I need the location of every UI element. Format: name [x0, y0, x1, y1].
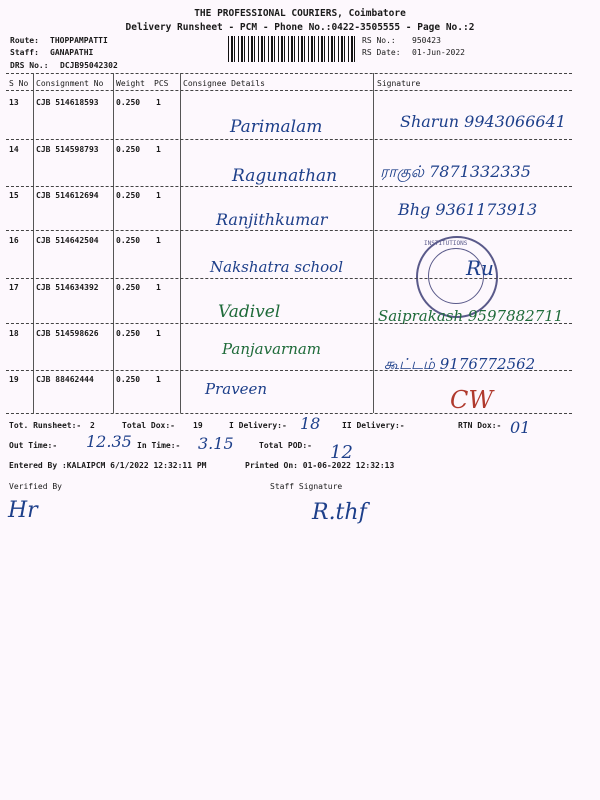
row-consignee-handwritten: Praveen: [205, 380, 268, 398]
row-pcs: 1: [156, 236, 161, 245]
company-title: THE PROFESSIONAL COURIERS, Coimbatore: [194, 8, 406, 19]
col-header-pcs: PCS: [154, 79, 169, 88]
row-pcs: 1: [156, 375, 161, 384]
route-value: THOPPAMPATTI: [50, 36, 108, 45]
route-label: Route:: [10, 36, 39, 45]
row-pcs: 1: [156, 98, 161, 107]
row-rule: [6, 139, 572, 140]
in-time-value: 3.15: [198, 434, 234, 453]
table-top-rule: [6, 73, 572, 74]
rs-date-value: 01-Jun-2022: [412, 48, 465, 57]
row-rule: [6, 278, 572, 279]
row-signature-handwritten: Ru: [466, 256, 494, 280]
row-sno: 13: [9, 98, 19, 107]
total-dox-label: Total Dox:-: [122, 421, 175, 430]
row-consignee-handwritten: Vadivel: [218, 302, 281, 322]
rtn-dox-value: 01: [510, 418, 531, 437]
verified-by-label: Verified By: [9, 482, 62, 491]
row-sno: 18: [9, 329, 19, 338]
staff-value: GANAPATHI: [50, 48, 94, 57]
row-sno: 17: [9, 283, 19, 292]
staff-signature-label: Staff Signature: [270, 482, 343, 491]
row-consignee-handwritten: Nakshatra school: [210, 258, 343, 276]
row-rule: [6, 230, 572, 231]
row-pcs: 1: [156, 329, 161, 338]
stamp-text: INSTITUTIONS: [424, 240, 468, 247]
row-consignment: CJB 514618593: [36, 98, 99, 107]
row-consignee-handwritten: Panjavarnam: [222, 340, 322, 358]
drs-label: DRS No.:: [10, 61, 49, 70]
in-time-label: In Time:-: [137, 441, 181, 450]
printed-on: Printed On: 01-06-2022 12:32:13: [245, 461, 395, 470]
ii-delivery-label: II Delivery:-: [342, 421, 405, 430]
row-sno: 19: [9, 375, 19, 384]
row-consignment: CJB 514642504: [36, 236, 99, 245]
row-sno: 15: [9, 191, 19, 200]
row-rule: [6, 323, 572, 324]
staff-label: Staff:: [10, 48, 39, 57]
i-delivery-label: I Delivery:-: [229, 421, 287, 430]
staff-signature-handwritten: R.thf: [312, 500, 367, 525]
row-weight: 0.250: [116, 145, 141, 154]
barcode: [228, 36, 356, 62]
table-bottom-rule: [6, 413, 572, 414]
runsheet-subtitle: Delivery Runsheet - PCM - Phone No.:0422-3505555 - Page No.:2: [125, 22, 475, 33]
row-pcs: 1: [156, 283, 161, 292]
row-pcs: 1: [156, 191, 161, 200]
rs-date-label: RS Date:: [362, 48, 401, 57]
row-consignment: CJB 514598793: [36, 145, 99, 154]
row-signature-handwritten: Sharun 9943066641: [400, 112, 566, 131]
table-header-rule: [6, 90, 572, 91]
tot-runsheet-label: Tot. Runsheet:-: [9, 421, 82, 430]
row-signature-handwritten: Bhg 9361173913: [398, 200, 538, 219]
col-divider: [113, 73, 114, 413]
total-pod-label: Total POD:-: [259, 441, 312, 450]
row-consignment: CJB 514634392: [36, 283, 99, 292]
row-weight: 0.250: [116, 191, 141, 200]
row-sno: 14: [9, 145, 19, 154]
row-weight: 0.250: [116, 98, 141, 107]
row-signature-handwritten: ராகுல் 7871332335: [380, 162, 531, 181]
total-dox-value: 19: [193, 421, 203, 430]
rs-no-label: RS No.:: [362, 36, 396, 45]
col-header-consignee: Consignee Details: [183, 79, 265, 88]
row-consignee-handwritten: Ranjithkumar: [216, 210, 328, 229]
row-consignment: CJB 88462444: [36, 375, 94, 384]
total-pod-value: 12: [330, 442, 353, 463]
verified-signature: Hr: [8, 498, 38, 523]
out-time-value: 12.35: [86, 432, 132, 451]
out-time-label: Out Time:-: [9, 441, 58, 450]
extra-signature-handwritten: கூட்டம் 9176772562: [384, 355, 536, 373]
row-weight: 0.250: [116, 283, 141, 292]
row-consignee-handwritten: Parimalam: [230, 117, 323, 137]
row-consignee-handwritten: Ragunathan: [232, 166, 338, 186]
row-weight: 0.250: [116, 375, 141, 384]
row-weight: 0.250: [116, 329, 141, 338]
row-rule: [6, 186, 572, 187]
tot-runsheet-value: 2: [90, 421, 95, 430]
col-divider: [373, 73, 374, 413]
rs-no-value: 950423: [412, 36, 441, 45]
row-consignment: CJB 514598626: [36, 329, 99, 338]
col-divider: [33, 73, 34, 413]
col-header-sno: S No: [9, 79, 29, 88]
col-header-consignment: Consignment No: [36, 79, 104, 88]
col-header-signature: Signature: [377, 79, 421, 88]
drs-value: DCJB95042302: [60, 61, 118, 70]
row-weight: 0.250: [116, 236, 141, 245]
entered-by: Entered By :KALAIPCM 6/1/2022 12:32:11 PM: [9, 461, 207, 470]
col-divider: [180, 73, 181, 413]
row-consignment: CJB 514612694: [36, 191, 99, 200]
i-delivery-value: 18: [300, 414, 321, 433]
col-header-weight: Weight: [116, 79, 145, 88]
row-pcs: 1: [156, 145, 161, 154]
row-signature-handwritten: Saiprakash 9597882711: [378, 307, 564, 325]
row-sno: 16: [9, 236, 19, 245]
row-signature-handwritten: CW: [450, 386, 494, 414]
rtn-dox-label: RTN Dox:-: [458, 421, 502, 430]
